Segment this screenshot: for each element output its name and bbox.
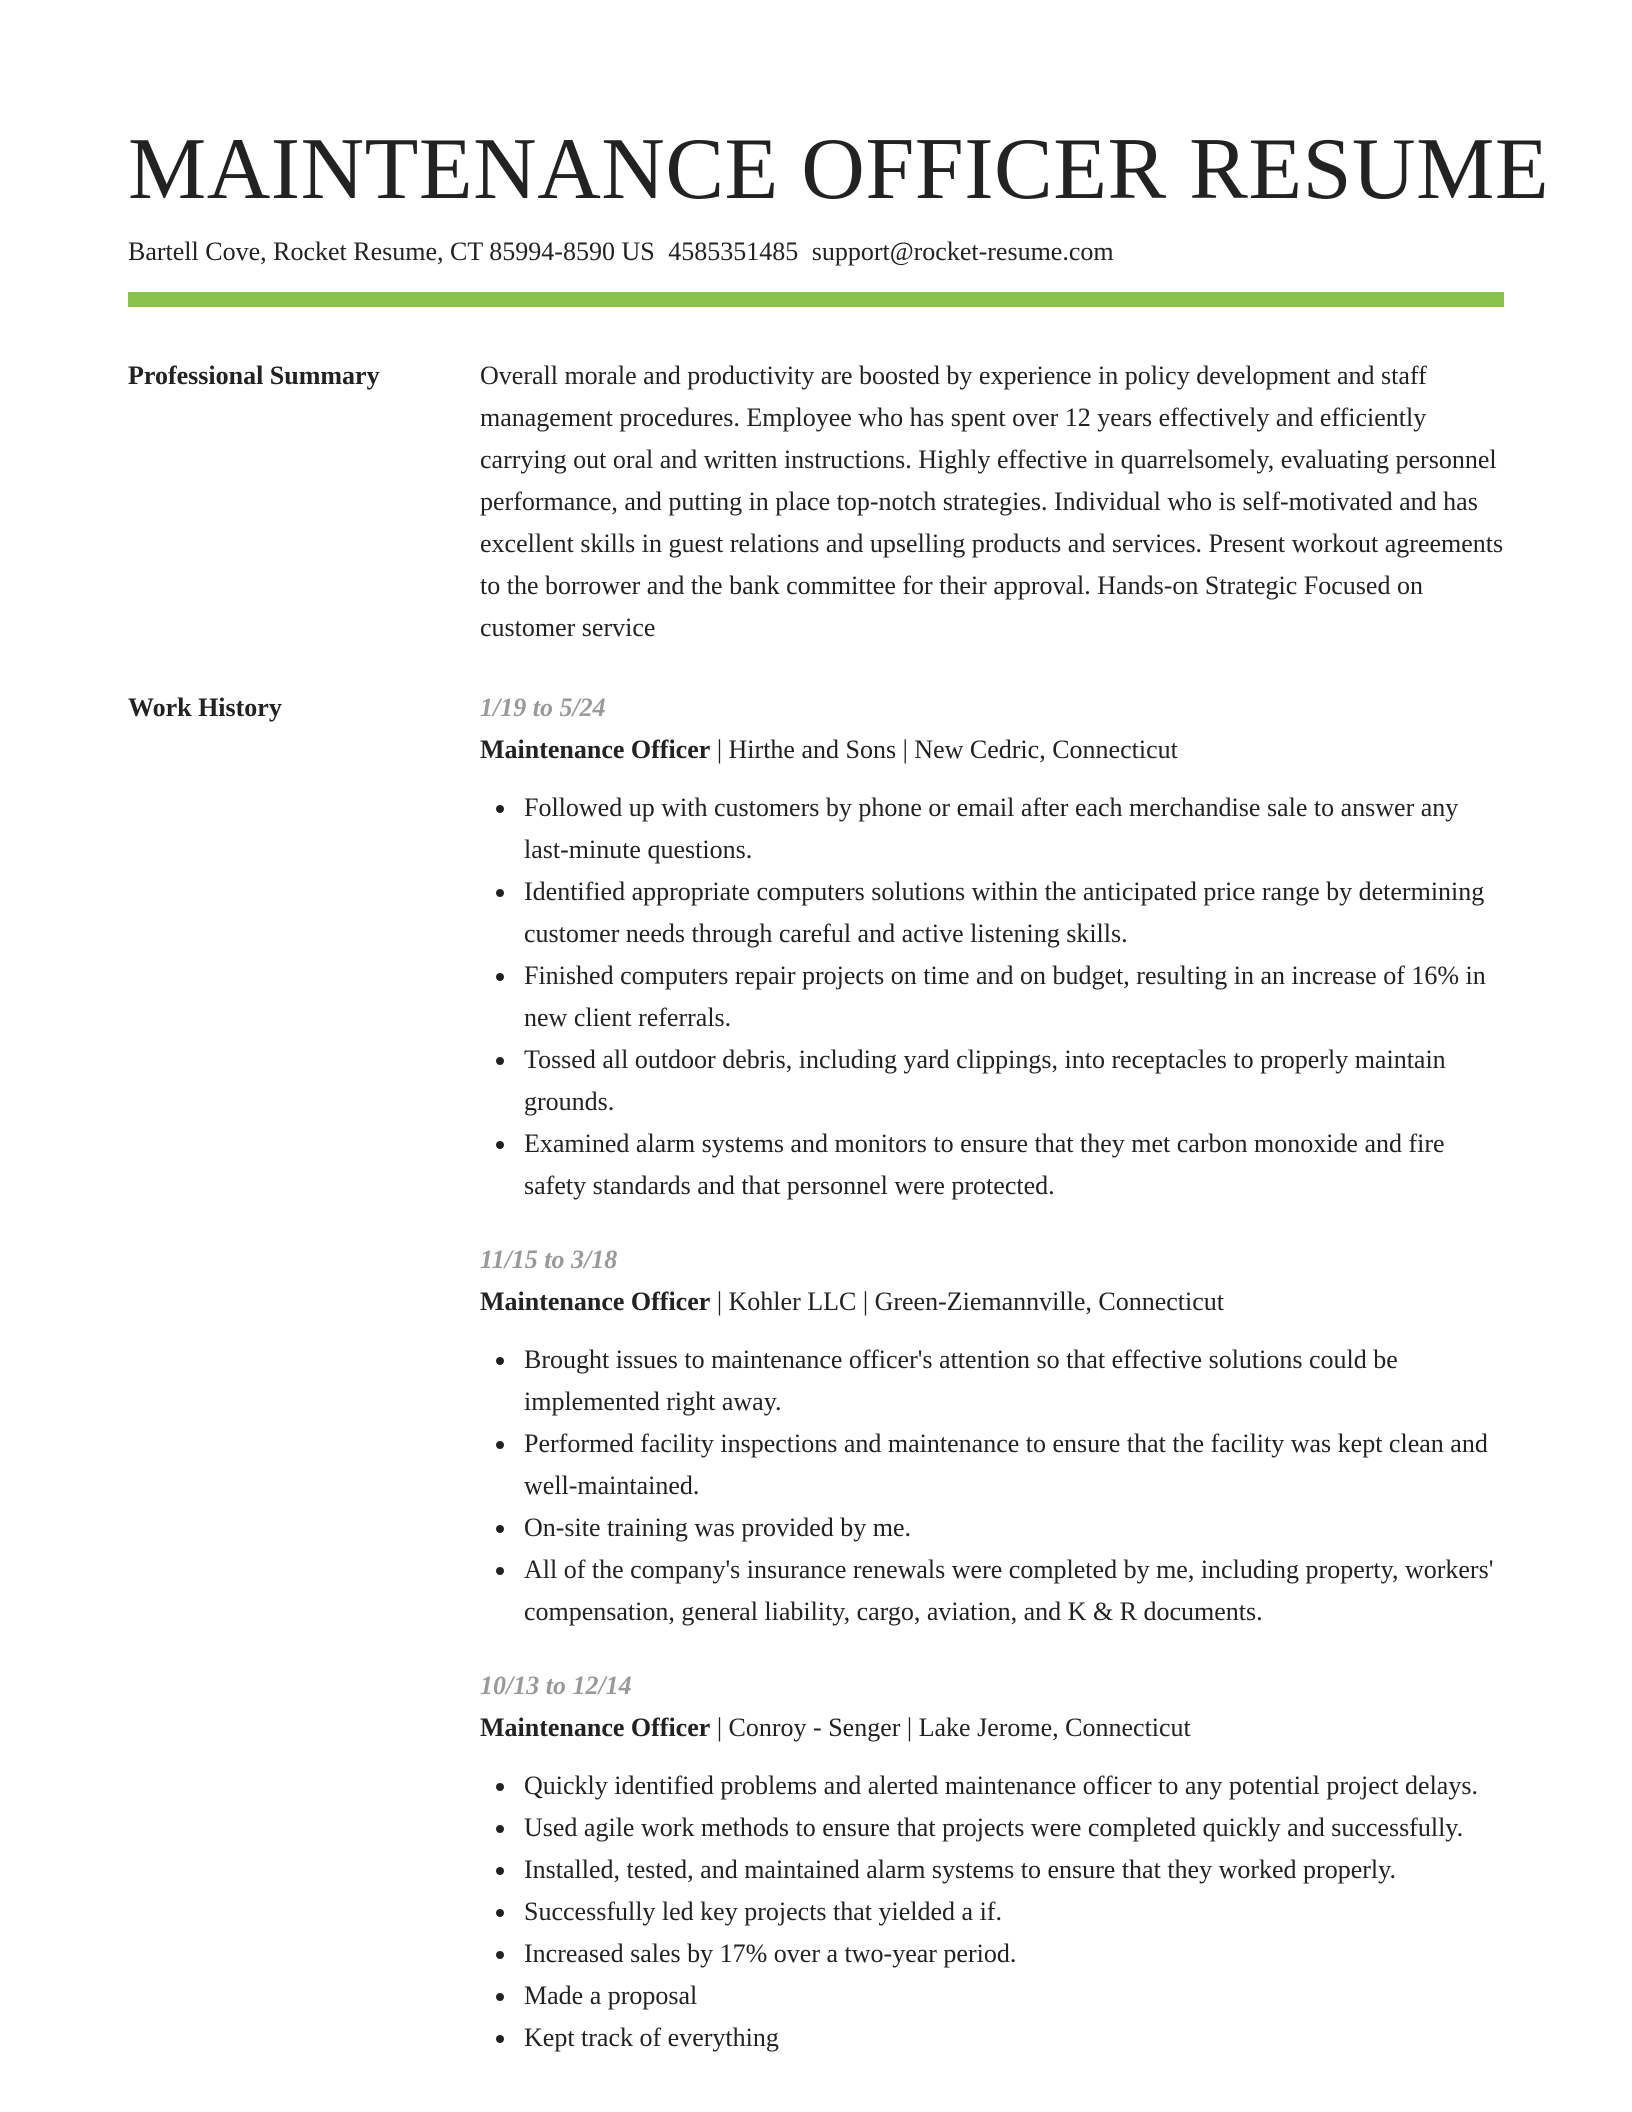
job-dates: 11/15 to 3/18 [480, 1245, 618, 1274]
job-bullet: Followed up with customers by phone or email after each merchandise sale to answer any last-minute questions. [524, 787, 1504, 871]
job-entry [480, 1239, 1504, 1633]
job-bullet: Brought issues to maintenance officer's attention so that effective solutions could be implemented right away. [524, 1339, 1504, 1423]
contact-email: support@rocket-resume.com [811, 237, 1114, 266]
contact-phone: 4585351485 [668, 237, 799, 266]
job-bullet: Performed facility inspections and maintenance to ensure that the facility was kept clean and well-maintained. [524, 1423, 1504, 1507]
job-location: Green-Ziemannville, Connecticut [874, 1287, 1224, 1316]
job-bullet: Tossed all outdoor debris, including yard clippings, into receptacles to properly maintain grounds. [524, 1039, 1504, 1123]
work-history-heading: Work History [128, 693, 282, 722]
job-separator: | [710, 1287, 729, 1316]
job-separator: | [896, 735, 915, 764]
job-bullet-list [480, 787, 1504, 1207]
job-bullet: Installed, tested, and maintained alarm systems to ensure that they worked properly. [524, 1849, 1504, 1891]
job-bullet: Finished computers repair projects on time and on budget, resulting in an increase of 16% in new client referrals. [524, 955, 1504, 1039]
job-bullet: Increased sales by 17% over a two-year period. [524, 1933, 1504, 1975]
job-entry [480, 687, 1504, 1207]
professional-summary-section [128, 355, 1504, 649]
job-title: Maintenance Officer [480, 1713, 711, 1742]
job-title: Maintenance Officer [480, 1287, 711, 1316]
job-company: Conroy - Senger [728, 1713, 901, 1742]
job-location: New Cedric, Connecticut [914, 735, 1178, 764]
job-bullet: All of the company's insurance renewals were completed by me, including property, workers' compensation, general liability, cargo, aviation, and K & R documents. [524, 1549, 1504, 1633]
professional-summary-body [480, 355, 1504, 649]
job-bullet: Quickly identified problems and alerted maintenance officer to any potential project delays. [524, 1765, 1504, 1807]
job-heading [480, 729, 1504, 771]
job-separator: | [710, 735, 729, 764]
resume-title: MAINTENANCE OFFICER RESUME [128, 121, 1550, 218]
work-history-body [480, 687, 1504, 2059]
job-title: Maintenance Officer [480, 735, 711, 764]
job-separator: | [710, 1713, 729, 1742]
job-bullet: Identified appropriate computers solutions within the anticipated price range by determining customer needs through careful and active listening skills. [524, 871, 1504, 955]
job-bullet: Made a proposal [524, 1975, 1504, 2017]
job-bullet: Successfully led key projects that yielded a if. [524, 1891, 1504, 1933]
job-bullet: Kept track of everything [524, 2017, 1504, 2059]
job-dates: 10/13 to 12/14 [480, 1671, 632, 1700]
job-bullet: Examined alarm systems and monitors to ensure that they met carbon monoxide and fire safety standards and that personnel were protected. [524, 1123, 1504, 1207]
job-dates: 1/19 to 5/24 [480, 693, 606, 722]
contact-line [128, 232, 1504, 272]
job-bullet: On-site training was provided by me. [524, 1507, 1504, 1549]
job-entry [480, 1665, 1504, 2059]
accent-divider [128, 292, 1504, 307]
job-bullet-list [480, 1339, 1504, 1633]
job-company: Kohler LLC [728, 1287, 857, 1316]
job-separator: | [900, 1713, 919, 1742]
job-location: Lake Jerome, Connecticut [918, 1713, 1191, 1742]
job-heading [480, 1281, 1504, 1323]
contact-address: Bartell Cove, Rocket Resume, CT 85994-8590 US [128, 237, 655, 266]
resume-page [128, 118, 1550, 2059]
job-bullet-list [480, 1765, 1504, 2059]
job-separator: | [856, 1287, 875, 1316]
work-history-section [128, 687, 1504, 2059]
job-heading [480, 1707, 1504, 1749]
professional-summary-heading: Professional Summary [128, 361, 380, 390]
job-bullet: Used agile work methods to ensure that projects were completed quickly and successfully. [524, 1807, 1504, 1849]
job-company: Hirthe and Sons [728, 735, 897, 764]
professional-summary-text: Overall morale and productivity are boosted by experience in policy development and staff management procedures. Employee who has spent over 12 years effectively and efficiently carrying out oral and written instructions. Highly effective in quarrelsomely, evaluating personnel performance, and putting in place top-notch strategies. Individual who is self-motivated and has excellent skills in guest relations and upselling products and services. Present workout agreements to the borrower and the bank committee for their approval. Hands-on Strategic Focused on customer service [480, 361, 1504, 642]
